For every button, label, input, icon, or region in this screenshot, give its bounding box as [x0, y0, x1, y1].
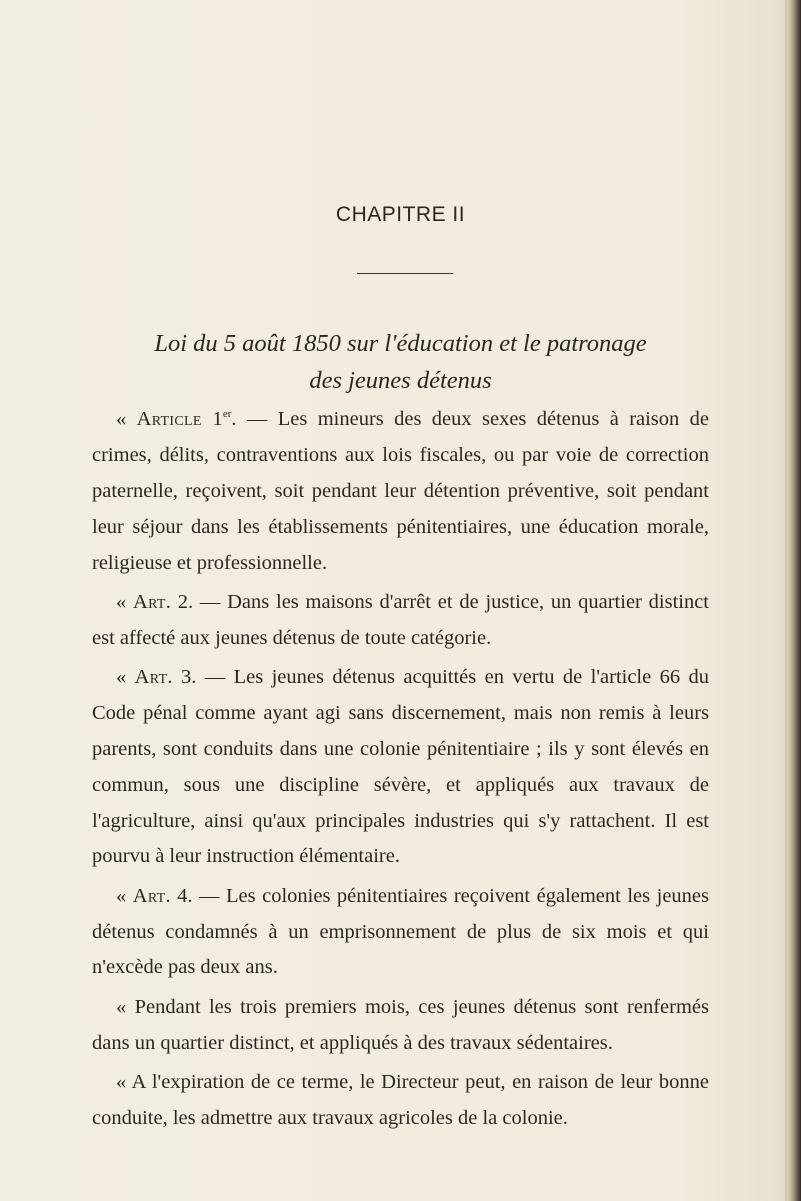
article-label: Art — [132, 884, 166, 907]
law-text — [92, 402, 709, 1137]
quote-mark: « — [116, 665, 135, 688]
paragraph-article-1 — [92, 402, 709, 582]
law-title-line-1: Loi du 5 août 1850 sur l'éducation et le patronage — [154, 330, 647, 357]
article-body: . 2. — Dans les maisons d'arrêt et de justice, un quartier distinct est affecté aux jeunes détenus de toute catégorie. — [92, 590, 709, 649]
article-label: Art — [133, 590, 166, 613]
book-binding-edge — [787, 0, 801, 1201]
quote-mark: « — [116, 884, 133, 907]
paragraph-article-3 — [92, 660, 709, 875]
paragraph-article-2 — [92, 585, 709, 657]
article-body: . 3. — Les jeunes détenus acquittés en vertu de l'article 66 du Code pénal comme ayant agi sans discernement, mais non remis à leurs parents, sont conduits dans une colonie pénitentiaire ; ils y sont élevés en commun, sous une discipline sévère, et appliqués aux travaux de l'agriculture, ainsi qu'aux principales industries qui s'y rattachent. Il est pourvu à leur instruction élémentaire. — [92, 665, 710, 868]
paragraph-article-4 — [92, 879, 709, 987]
article-label: Art — [134, 665, 168, 688]
quote-mark: « — [116, 408, 137, 430]
chapter-heading: CHAPITRE II — [335, 203, 466, 226]
article-body: . 4. — Les colonies pénitentiaires reçoivent également les jeunes détenus condamnés à un emprisonnement de plus de six mois et qui n'excède pas deux ans. — [92, 884, 709, 979]
heading-rule — [357, 273, 453, 274]
quote-mark: « — [116, 590, 134, 613]
law-title-line-2: des jeunes détenus — [309, 367, 492, 394]
paragraph-article-4-cont-2: « A l'expiration de ce terme, le Directeur peut, en raison de leur bonne conduite, les admettre aux travaux agricoles de la colonie. — [92, 1070, 709, 1129]
article-label: Article 1 — [136, 408, 223, 430]
article-superscript: er — [222, 408, 232, 421]
article-body: . — Les mineurs des deux sexes détenus à raison de crimes, délits, contraventions aux lois fiscales, ou par voie de correction paternelle, reçoivent, soit pendant leur détention préventive, soit pendant leur séjour dans les établissements pénitentiaires, une éducation morale, religieuse et professionnelle. — [92, 408, 709, 574]
paragraph-article-4-cont-1: « Pendant les trois premiers mois, ces jeunes détenus sont renfermés dans un quartier distinct, et appliqués à des travaux sédentaires. — [92, 995, 709, 1054]
